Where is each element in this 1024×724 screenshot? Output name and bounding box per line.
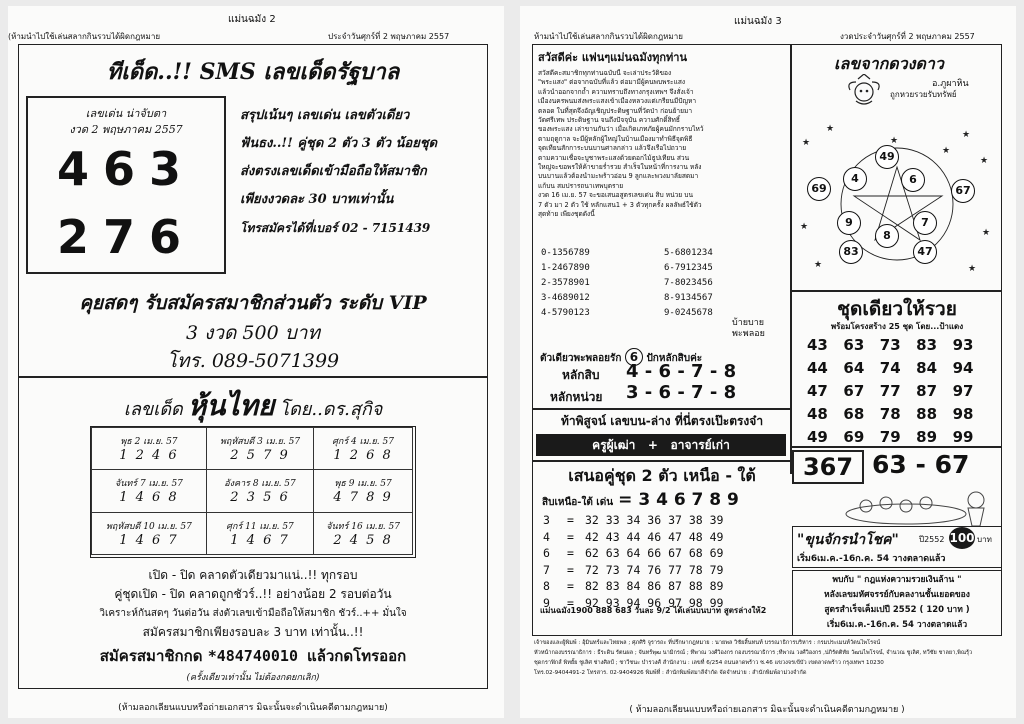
sms-note: (ครั้งเดียวเท่านั้น ไม่ต้องกดยกเลิก)	[186, 673, 320, 683]
final-box-number: 367	[792, 450, 864, 484]
footer-note: (ห้ามลอกเลียนแบบหรือถ่ายเอกสาร มิฉะนั้นจะดำเนินคดีตามกฎหมาย)	[118, 703, 388, 713]
teacher-b: อาจารย์เก่า	[670, 438, 730, 452]
bottom-line: คู่ชุดเปิด - ปิด คลาดถูกชัวร์..!! อย่างน้อย 2 รอบต่อวัน	[114, 587, 392, 601]
star-number: 7	[913, 211, 937, 235]
star-panel	[792, 46, 1000, 286]
highlight-row	[542, 490, 739, 510]
byline: บ้ายบาย พะพลอย	[732, 318, 765, 339]
bottom-text	[18, 566, 488, 642]
highlight-label: สิบเหนือ-ใต้ เด่น	[542, 497, 614, 508]
star-number: 6	[901, 168, 925, 192]
sms-label: สมัครสมาชิกกด	[99, 647, 203, 665]
tens-numbers: 4 - 6 - 7 - 8	[626, 361, 737, 382]
hunthai-post: โดย..ดร.สุกิจ	[279, 399, 383, 420]
formula-table: 0-1356789 5-6801234 1-2467890 6-7912345 2-3578901 7-8023456 3-4689012 8-9134567 4-5790123 9-0245678	[541, 248, 713, 318]
stock-cell: พฤหัสบดี 10 เม.ย. 57 1 4 6 7	[92, 512, 207, 554]
star-number: 47	[913, 240, 937, 264]
final-combo: 63 - 67	[872, 450, 970, 479]
stock-cell: ศุกร์ 11 เม.ย. 57 1 4 6 7	[206, 512, 313, 554]
pair-footnote: แม่นฉมัง1900 888 683 วันละ 9/2 ได้เล่นบนบาท สูตรล่างให้2	[540, 606, 767, 615]
stock-cell: จันทร์ 16 เม.ย. 57 2 4 5 8	[314, 512, 413, 554]
star-number: 8	[875, 224, 899, 248]
panel-title: เลขจากดวงดาว	[834, 54, 944, 73]
bottom-line: สมัครสมาชิกเพียงรอบละ 3 บาท เท่านั้น..!!	[142, 625, 364, 639]
stock-cell: ศุกร์ 4 เม.ย. 57 1 2 6 8	[314, 428, 413, 470]
credits: เจ้าของและผู้พิมพ์ : อุ้มินทร์และไทยพล ; ศุภศิริ จูรารถะ ที่ปรึกษากฎหมาย : นายพล วิชัยสิ้นทนท์ บรรณาธิการบริหาร : กรมประเมนท์วัตนไพโรจน์ หัวหน้ากองบรรณาธิการ : ธีระดิน รัตนผล ; จันทร์พุฒ นามิกรณ์ ; ทีพาณ วงศ์วิองกร กองบรรณาธิการ ;ทีพาณ วงศ์วิองกร ,ปภิรัตติทัย วัฒนไพโรจน์, จำนวณ ชูเลิศ, ทวีชัย ชาลยา,พิณรุ้ว ชุดกราฟิกส์ พิทยั้ย ชูเลิศ ช่างศิลป์ ; ชาวีชนะ บำรวงศ์ สำนักงาน : เลขที่ 6/254 ถนนลาดพร้าว ซ.46 แขวงจรเข้บัว เขตลาดพร้าว กรุงเทพฯ 10230 โทร.02-9404491-2 โทรสาร. 02-9404926 พิมพ์ที่ : สำนักพิมพ์สมาลีจำกัด จัดจำหน่าย : สำนักพิมพ์อาม่วงจำกัด	[534, 640, 973, 676]
play-number-box	[26, 96, 226, 274]
khun-year: ปี2552	[919, 535, 945, 544]
play-number-1: 463	[56, 142, 196, 196]
play-number-2: 276	[56, 210, 196, 264]
promo-box	[792, 570, 1002, 636]
star-number: 4	[843, 167, 867, 191]
stock-cell: อังคาร 8 เม.ย. 57 2 3 5 6	[206, 470, 313, 512]
header-warning: ห้ามนำไปใช้เล่นสลากกินรวบได้ผิดกฎหมาย	[534, 32, 683, 41]
header-warning: (ห้ามนำไปใช้เล่นสลากกินรวบได้ผิดกฎหมาย	[8, 32, 161, 41]
stock-cell: พฤหัสบดี 3 เม.ย. 57 2 5 7 9	[206, 428, 313, 470]
hunthai-big: หุ้นไทย	[187, 389, 275, 422]
teachers-bar	[536, 434, 786, 456]
promo-box-text: พบกับ " กฎแห่งความรวยเงินล้าน " หลังเลขมหัศจรรย์กับคลงานชั้นเยอดของ สูตรสำเร็จเค็มเปปี 2552 ( 120 บาท ) เริ่ม6เม.ค.-16ก.ค. 54 วางตลาดแล้ว	[824, 575, 970, 630]
promo-line: เพียงงวดละ 30 บาทเท่านั้น	[240, 192, 394, 207]
footer-note: ( ห้ามลอกเลียนแบบหรือถ่ายเอกสาร มิฉะนั้นจะดำเนินคดีตามกฎหมาย )	[629, 705, 905, 715]
divider	[792, 290, 1002, 292]
star-lines	[792, 46, 1000, 286]
play-date: งวด 2 พฤษภาคม 2557	[69, 123, 183, 136]
single-post: ปักหลักสิบค่ะ	[646, 353, 703, 364]
star-number: 69	[807, 177, 831, 201]
divider	[792, 446, 1002, 448]
single-num: 6	[625, 348, 643, 366]
header-date: งวดประจำวันศุกร์ที่ 2 พฤษภาคม 2557	[840, 32, 975, 41]
pair-table: 3 = 32 33 34 36 37 38 39 4 = 42 43 44 46 47 48 49 6 = 62 63 64 66 67 68 69 7 = 72 73 74 76 77 78 79 8 = 82 83 84 86 87 88 89 9 = 92 93 94 96 97 98 99	[543, 513, 724, 610]
star-number: 9	[837, 211, 861, 235]
single-pre: ตัวเดียวพะพลอยรัก	[540, 353, 622, 364]
divider	[532, 460, 790, 462]
stock-cell: จันทร์ 7 เม.ย. 57 1 4 6 8	[92, 470, 207, 512]
issue-label: แม่นฉมัง 2	[228, 14, 276, 25]
stock-grid	[90, 426, 416, 558]
promo-line: สรุปเน้นๆ เลขเด่น เลขตัวเดียว	[240, 108, 410, 123]
header-date: ประจำวันศุกร์ที่ 2 พฤษภาคม 2557	[328, 32, 450, 41]
tens-label: หลักสิบ	[562, 368, 600, 382]
combo-subtitle: พร้อมโครงสร้าง 25 ชุด โดย...ป้าแดง	[830, 322, 964, 331]
bottom-line: เปิด - ปิด คลาดตัวเดียวมาแน่..!! ทุกรอบ	[148, 568, 358, 582]
left-page	[8, 6, 504, 718]
stock-table	[91, 427, 413, 555]
star-icon: ★	[982, 228, 991, 238]
play-label: เลขเด่น น่าจับตา	[85, 107, 167, 120]
sms-code: *484740010 แล้วกดโทรออก	[207, 647, 407, 665]
combo-title: ชุดเดียวให้รวย	[837, 298, 957, 320]
star-icon: ★	[980, 156, 989, 166]
star-icon: ★	[802, 138, 811, 148]
vip-price: 3 งวด 500 บาท	[185, 322, 320, 344]
plus-sign: +	[647, 438, 658, 452]
units-label: หลักหน่วย	[550, 390, 603, 404]
panel-author: อ.ภูผาหิน	[932, 79, 969, 89]
promo-line: โทรสมัครได้ที่เบอร์ 02 - 7151439	[240, 221, 431, 235]
star-number: 67	[951, 179, 975, 203]
khun-line: เริ่ม6เม.ค.-16ก.ค. 54 วางตลาดแล้ว	[797, 554, 946, 564]
stock-cell: พุธ 9 เม.ย. 57 4 7 8 9	[314, 470, 413, 512]
hunthai-title	[18, 384, 488, 428]
khun-title: "ขุนจักรนำโชค"	[797, 532, 899, 548]
bottom-line: วิเคราะห์กันสดๆ วันต่อวัน ส่งตัวเลขเข้ามือถือให้สมาชิก ชัวร์..++ มั่นใจ	[99, 608, 407, 619]
units-numbers: 3 - 6 - 7 - 8	[626, 382, 737, 403]
column-heading: สวัสดีค่ะ แฟนๆแม่นฉมังทุกท่าน	[538, 51, 687, 64]
star-icon: ★	[814, 260, 823, 270]
stock-cell: พุธ 2 เม.ย. 57 1 2 4 6	[92, 428, 207, 470]
promo-text	[240, 102, 484, 242]
khun-unit: บาท	[977, 535, 992, 544]
illustration	[796, 488, 996, 528]
divider	[18, 376, 488, 378]
star-number: 83	[839, 240, 863, 264]
pair-title: เสนอคู่ชุด 2 ตัว เหนือ - ใต้	[568, 466, 756, 485]
highlight-numbers: = 3 4 6 7 8 9	[618, 490, 739, 510]
teacher-a: ครูผู้เฒ่า	[592, 438, 636, 452]
right-page	[520, 6, 1016, 718]
combo-table: 43 63 73 83 93 44 64 74 84 94 47 67 77 87 97 48 68 78 88 98 49 69 79 89 99	[807, 336, 974, 446]
page-title: ทีเด็ด..!! SMS เลขเด็ดรัฐบาล	[106, 59, 400, 85]
star-icon: ★	[800, 222, 809, 232]
promo-line: ฟันธง..!! คู่ชุด 2 ตัว 3 ตัว น้อยชุด	[240, 136, 438, 151]
khun-price: 100	[949, 527, 975, 549]
khun-box	[792, 526, 1002, 568]
issue-label: แม่นฉมัง 3	[734, 16, 782, 27]
column-article	[538, 48, 788, 220]
star-icon: ★	[942, 146, 951, 156]
promo-line: ส่งตรงเลขเด็ดเข้ามือถือให้สมาชิก	[240, 164, 427, 179]
star-icon: ★	[962, 130, 971, 140]
sms-line	[18, 644, 488, 668]
vip-line: คุยสดๆ รับสมัครสมาชิกส่วนตัว ระดับ VIP	[79, 292, 427, 314]
proof-banner: ท้าพิสูจน์ เลขบน-ล่าง ที่นี่ตรงเป๊ะตรงจ๋า	[560, 414, 764, 428]
hunthai-pre: เลขเด็ด	[123, 399, 183, 420]
vip-phone: โทร. 089-5071399	[166, 350, 340, 372]
star-number: 49	[875, 145, 899, 169]
star-icon: ★	[890, 136, 899, 146]
star-icon: ★	[968, 264, 977, 274]
panel-subtitle: ถูกหวยรวยรับทรัพย์	[890, 90, 957, 99]
star-icon: ★	[826, 124, 835, 134]
divider	[532, 408, 790, 410]
column-body: สวัสดีคะสมาชิกทุกท่านฉบับนี้ จะเล่าประวัติของ "พระแสง" ต่อจากฉบับที่แล้ว ต่อมามีผู้คนพบพระแสง แล้วนำออกจากถ้ำ ความทราบถึงทางกรุงเทพฯ จึงสั่งเจ้า เมืองนครพนมส่งพระแสงเข้าเมืองหลวงแต่เกรียนมีปัญหา ตลอด ในที่สุดจึงอัญเชิญประดิษฐานที่วัดป่า ก่อนย้ายมา วัดศรีเทพ ประดิษฐาน จนถึงปัจจุบัน ความศักดิ์สิทธิ์ ของพระแสง เล่าขานกันว่า เมื่อเกิดเภทภัยผู้คนมักกราบไหว้ ตามฤดูกาล จะมีผู้หลักผู้ใหญ่ในบ้านเมืองมาทำพิธีจุดพิธี จุดเทียนสักการะบนบานศาลกล่าว แล้วจึงเรือไปถวาย ตามความเชื่อจะบูชาพระแสงด้วยดอกไม้ธูปเทียน ส่วน ใหญ่จะขอพรให้ค้าขายร่ำรวย สำเร็จในหน้าที่การงาน หลัง บนบานแล้วต้องนำมะพร้าวอ่อน 9 ลูกและพวงมาลัยสดมา แก้บน สมปรารถนาเทพบุตราย งวด 16 เม.ย. 57 จะขอเสนอสูตรเลขเด่น สิบ หน่วย บน 7 ตัว มา 2 ตัว ใช้ หลักแสน1 + 3 ตัวทุกครั้ง ผลลัพธ์ใช้ตัว สุดท้าย เพียงชุดดังนี้	[538, 69, 704, 219]
